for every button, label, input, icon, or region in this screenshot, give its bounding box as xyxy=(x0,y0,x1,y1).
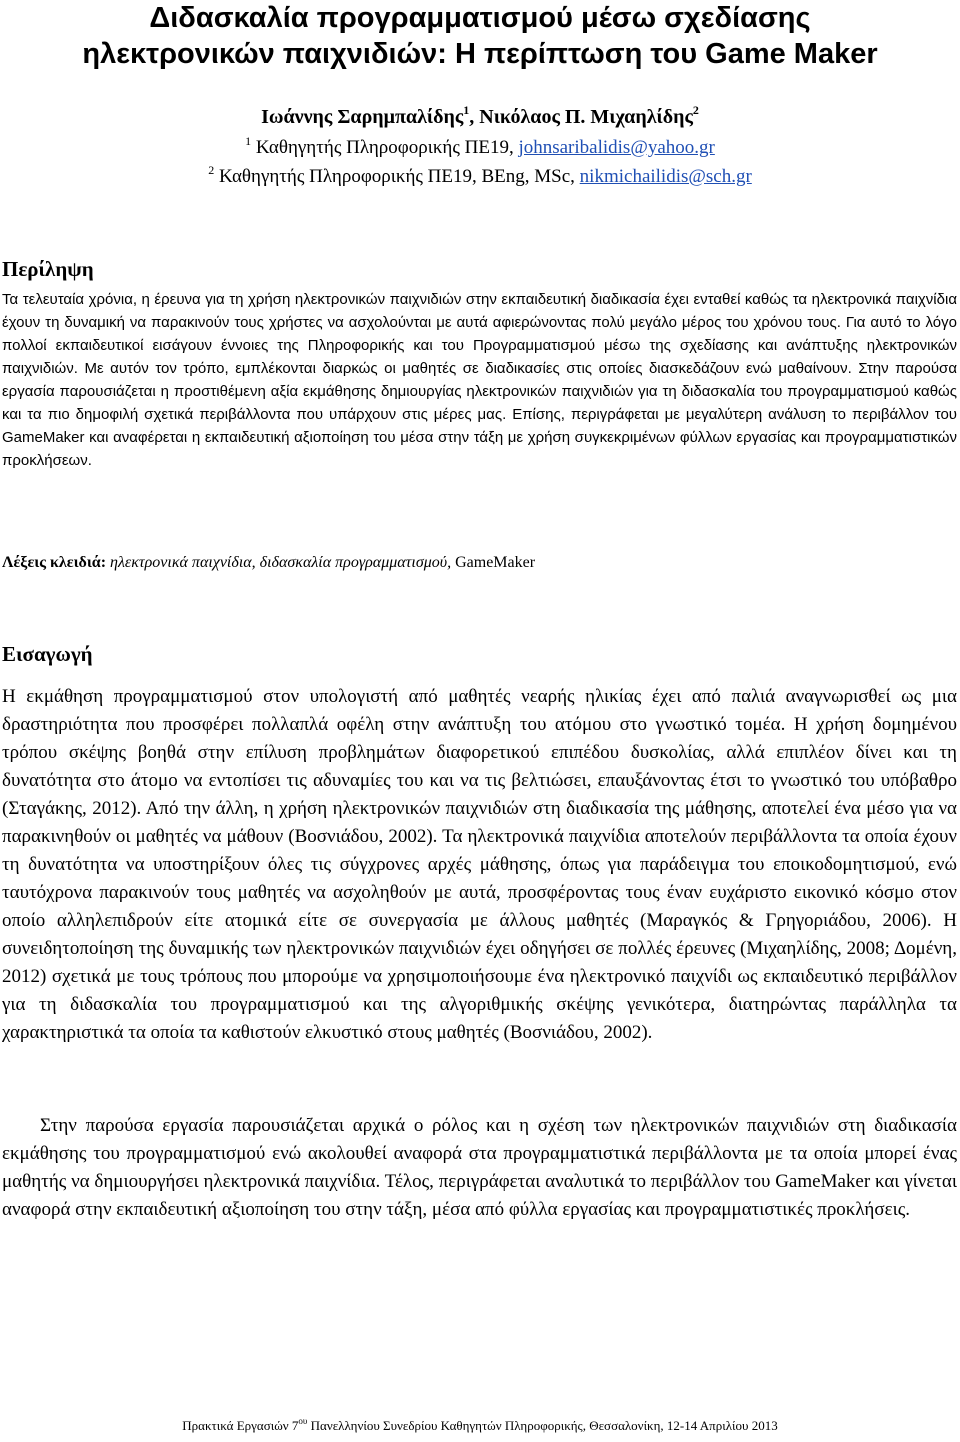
keywords-italic-terms: ηλεκτρονικά παιχνίδια, διδασκαλία προγραμματισμού, xyxy=(106,554,452,571)
page-footer xyxy=(0,1417,960,1435)
author-name: Νικόλαος Π. Μιχαηλίδης xyxy=(479,106,693,128)
introduction-heading: Εισαγωγή xyxy=(2,642,93,666)
keywords-plain-terms: GameMaker xyxy=(451,554,536,571)
author-affiliation-mark: 1 xyxy=(463,103,470,118)
affiliation-line xyxy=(0,134,960,162)
affiliation-line xyxy=(0,163,960,191)
affiliation-mark: 1 xyxy=(245,133,252,148)
affiliation-mark: 2 xyxy=(208,162,215,177)
email-link[interactable]: johnsaribalidis@yahoo.gr xyxy=(518,137,715,158)
author-name: Ιωάννης Σαρημπαλίδης xyxy=(261,106,464,128)
authors-line xyxy=(0,103,960,131)
author-separator: , xyxy=(469,106,480,128)
abstract-heading: Περίληψη xyxy=(2,257,94,281)
email-link[interactable]: nikmichailidis@sch.gr xyxy=(579,166,752,187)
affiliation-text: Καθηγητής Πληροφορικής ΠΕ19, xyxy=(255,137,519,158)
introduction-paragraph: Η εκμάθηση προγραμματισμού στον υπολογιστή από μαθητές νεαρής ηλικίας έχει από παλιά αναγνωρισθεί ως μια δραστηριότητα που προσφέρει πολλαπλά οφέλη στην ανάπτυξη του ατόμου στο γνωστικό τομέα. Η χρήση δομημένου τρόπου σκέψης βοηθά στην επίλυση προβλημάτων διαφορετικού επιπέδου δυσκολίας, αλλά επιπλέον δίνει και τη δυνατότητα στο άτομο να εντοπίσει τις αδυναμίες του και να τις βελτιώσει, επαυξάνοντας έτσι το γνωστικό του υπόβαθρο (Σταγάκης, 2012). Από την άλλη, η χρήση ηλεκτρονικών παιχνιδιών στη διαδικασία της μάθησης, αποτελεί ένα μέσο για να παρακινηθούν οι μαθητές να μάθουν (Βοσνιάδου, 2002). Τα ηλεκτρονικά παιχνίδια αποτελούν περιβάλλοντα τα οποία έχουν τη δυνατότητα να υποστηρίξουν όλες τις σύγχρονες αρχές μάθησης, όπως για παράδειγμα του εποικοδομητισμού, ενώ ταυτόχρονα παρακινούν τους μαθητές να ασχοληθούν με αυτά, προσφέροντας τους έναν ευχάριστο εικονικό κόσμο στον οποίο αλληλεπιδρούν είτε ατομικά είτε σε συνεργασία με άλλους μαθητές (Μαραγκός & Γρηγοριάδου, 2006). Η συνειδητοποίηση της δυναμικής των ηλεκτρονικών παιχνιδιών έχει οδηγήσει σε πολλές έρευνες (Μιχαηλίδης, 2008; Δομένη, 2012) σχετικά με τους τρόπους που μπορούμε να χρησιμοποιήσουμε ένα ηλεκτρονικό παιχνίδι ως εκπαιδευτικό περιβάλλον για τη διδασκαλία του προγραμματισμού και της αλγοριθμικής σκέψης γενικότερα, διατηρώντας παράλληλα τα χαρακτηριστικά τα οποία τα καθιστούν ελκυστικό στους μαθητές (Βοσνιάδου, 2002). xyxy=(2,686,957,1043)
abstract-text: Τα τελευταία χρόνια, η έρευνα για τη χρήση ηλεκτρονικών παιχνιδιών στην εκπαιδευτική διαδικασία έχει ενταθεί καθώς τα ηλεκτρονικά παιχνίδια έχουν τη δυναμική να παρακινούν τους χρήστες να ασχολούνται με αυτά αφιερώνοντας πολύ μεγάλο μέρος του χρόνου τους. Για αυτό το λόγο πολλοί εκπαιδευτικοί εισάγουν έννοιες της Πληροφορικής και του Προγραμματισμού μέσω της σχεδίασης και ανάπτυξης ηλεκτρονικών παιχνιδιών. Με αυτόν τον τρόπο, εμπλέκονται διαρκώς οι μαθητές σε διαδικασίες στις οποίες διασκεδάζουν ενώ μαθαίνουν. Στην παρούσα εργασία παρουσιάζεται η προστιθέμενη αξία εκμάθησης δημιουργίας ηλεκτρονικών παιχνιδιών για τη διδασκαλία του προγραμματισμού καθώς και τα πιο δημοφιλή σχετικά περιβάλλοντα που υπάρχουν στις μέρες μας. Επίσης, περιγράφεται με μεγαλύτερη ανάλυση το περιβάλλον του GameMaker και αναφέρεται η εκπαιδευτική αξιοποίηση του μέσα στην τάξη με χρήση συγκεκριμένων φύλλων εργασίας και προγραμματιστικών προκλήσεων. xyxy=(2,291,957,469)
footer-text-after: Πανελληνίου Συνεδρίου Καθηγητών Πληροφορικής, Θεσσαλονίκη, 12-14 Απριλίου 2013 xyxy=(307,1418,778,1433)
footer-ordinal-superscript: ου xyxy=(298,1415,308,1426)
footer-text-before: Πρακτικά Εργασιών 7 xyxy=(182,1418,299,1433)
keywords-label: Λέξεις κλειδιά: xyxy=(2,554,107,571)
paper-title-line-1: Διδασκαλία προγραμματισμού μέσω σχεδίασης xyxy=(149,2,811,34)
paper-title-line-2: ηλεκτρονικών παιχνιδιών: Η περίπτωση του Game Maker xyxy=(82,38,878,70)
introduction-paragraph: Στην παρούσα εργασία παρουσιάζεται αρχικά ο ρόλος και η σχέση των ηλεκτρονικών παιχνιδιών στη διαδικασία εκμάθησης του προγραμματισμού ενώ ακολουθεί αναφορά στα προγραμματιστικά περιβάλλοντα με τα οποία μπορεί ένας μαθητής να δημιουργήσει ηλεκτρονικά παιχνίδια. Τέλος, περιγράφεται αναλυτικά το περιβάλλον του GameMaker και γίνεται αναφορά στην εκπαιδευτική αξιοποίηση του στην τάξη, μέσα από φύλλα εργασίας και προγραμματιστικές προκλήσεις. xyxy=(2,1115,957,1220)
affiliation-text: Καθηγητής Πληροφορικής ΠΕ19, BEng, MSc, xyxy=(218,166,580,187)
author-affiliation-mark: 2 xyxy=(692,103,699,118)
keywords-line xyxy=(2,551,957,575)
